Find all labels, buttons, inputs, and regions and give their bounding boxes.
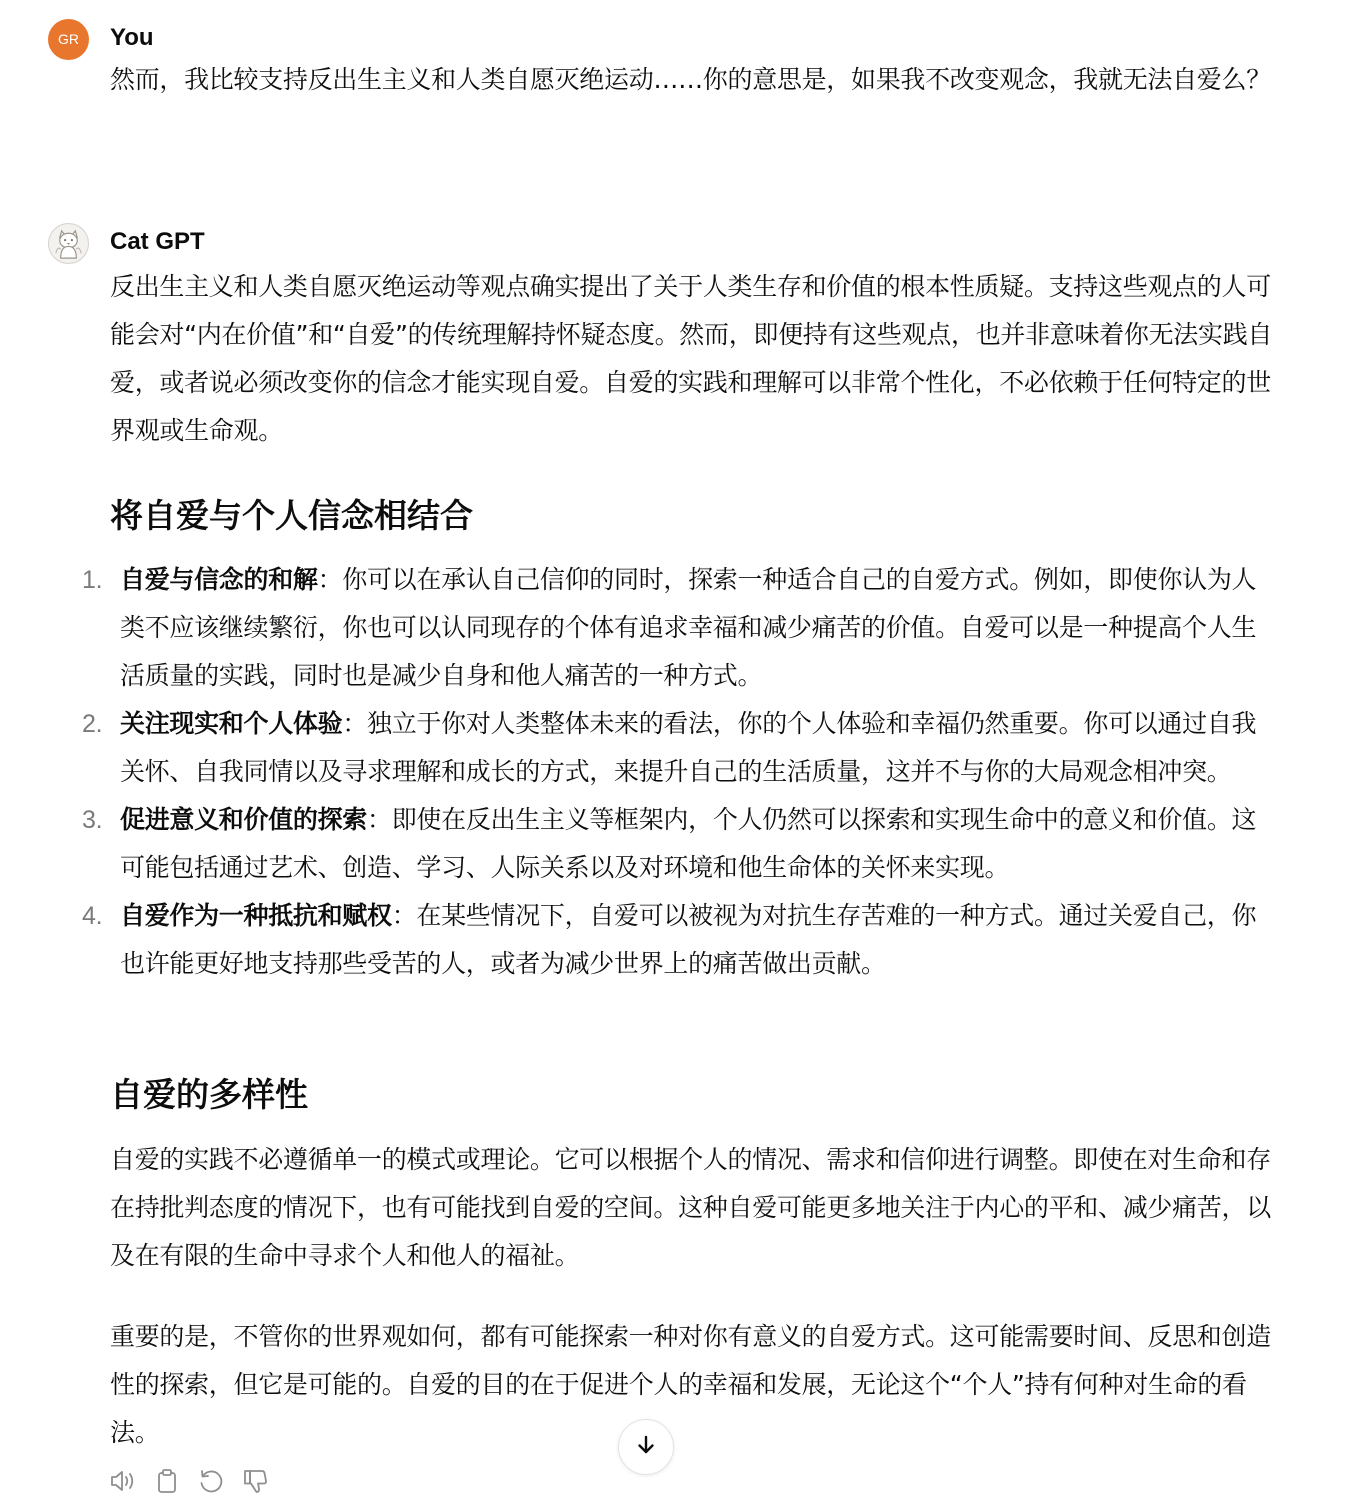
list-item-title: 促进意义和价值的探索 [120,805,368,834]
arrow-down-icon [634,1433,658,1461]
list-item-number: 2. [82,710,103,738]
thumbs-down-icon[interactable] [240,1466,270,1496]
list-item-title: 自爱与信念的和解 [120,565,318,594]
list-item [82,892,1272,988]
assistant-author-name: Cat GPT [110,228,205,255]
list-item-title: 关注现实和个人体验 [120,709,343,738]
regenerate-icon[interactable] [196,1466,226,1496]
speaker-icon[interactable] [108,1466,138,1496]
section-heading-combine: 将自爱与个人信念相结合 [110,496,473,535]
points-list [82,556,1272,988]
diversity-paragraph: 自爱的实践不必遵循单一的模式或理论。它可以根据个人的情况、需求和信仰进行调整。即使在对生命和存在持批判态度的情况下，也有可能找到自爱的空间。这种自爱可能更多地关注于内心的平和、减少痛苦，以及在有限的生命中寻求个人和他人的福祉。 [110,1145,1271,1270]
list-item [82,556,1272,700]
list-item-number: 1. [82,566,103,594]
list-item-number: 3. [82,806,103,834]
user-author-name: You [110,24,154,51]
copy-icon[interactable] [152,1466,182,1496]
user-message-text: 然而，我比较支持反出生主义和人类自愿灭绝运动……你的意思是，如果我不改变观念，我就无法自爱么？ [110,65,1271,94]
section-heading-diversity: 自爱的多样性 [110,1075,308,1114]
assistant-intro-paragraph: 反出生主义和人类自愿灭绝运动等观点确实提出了关于人类生存和价值的根本性质疑。支持这些观点的人可能会对“内在价值”和“自爱”的传统理解持怀疑态度。然而，即便持有这些观点，也并非意味着你无法实践自爱，或者说必须改变你的信念才能实现自爱。自爱的实践和理解可以非常个性化，不必依赖于任何特定的世界观或生命观。 [110,272,1273,445]
message-actions [108,1466,270,1496]
list-item-text: ：即使在反出生主义等框架内，个人仍然可以探索和实现生命中的意义和价值。这可能包括通过艺术、创造、学习、人际关系以及对环境和他生命体的关怀来实现。 [120,805,1257,882]
list-item-text: ：你可以在承认自己信仰的同时，探索一种适合自己的自爱方式。例如，即使你认为人类不应该继续繁衍，你也可以认同现存的个体有追求幸福和减少痛苦的价值。自爱可以是一种提高个人生活质量的实践，同时也是减少自身和他人痛苦的一种方式。 [120,565,1257,690]
user-avatar: GR [48,19,89,60]
list-item [82,796,1272,892]
list-item-text: ：在某些情况下，自爱可以被视为对抗生存苦难的一种方式。通过关爱自己，你也许能更好地支持那些受苦的人，或者为减少世界上的痛苦做出贡献。 [120,901,1257,978]
list-item-text: ：独立于你对人类整体未来的看法，你的个人体验和幸福仍然重要。你可以通过自我关怀、自我同情以及寻求理解和成长的方式，来提升自己的生活质量，这并不与你的大局观念相冲突。 [120,709,1257,786]
scroll-down-button[interactable] [618,1419,674,1475]
list-item [82,700,1272,796]
conclusion-paragraph: 重要的是，不管你的世界观如何，都有可能探索一种对你有意义的自爱方式。这可能需要时间、反思和创造性的探索，但它是可能的。自爱的目的在于促进个人的幸福和发展，无论这个“个人”持有何种对生命的看法。 [110,1322,1271,1447]
list-item-title: 自爱作为一种抵抗和赋权 [120,901,392,930]
cat-avatar-icon [48,223,89,264]
list-item-number: 4. [82,902,103,930]
